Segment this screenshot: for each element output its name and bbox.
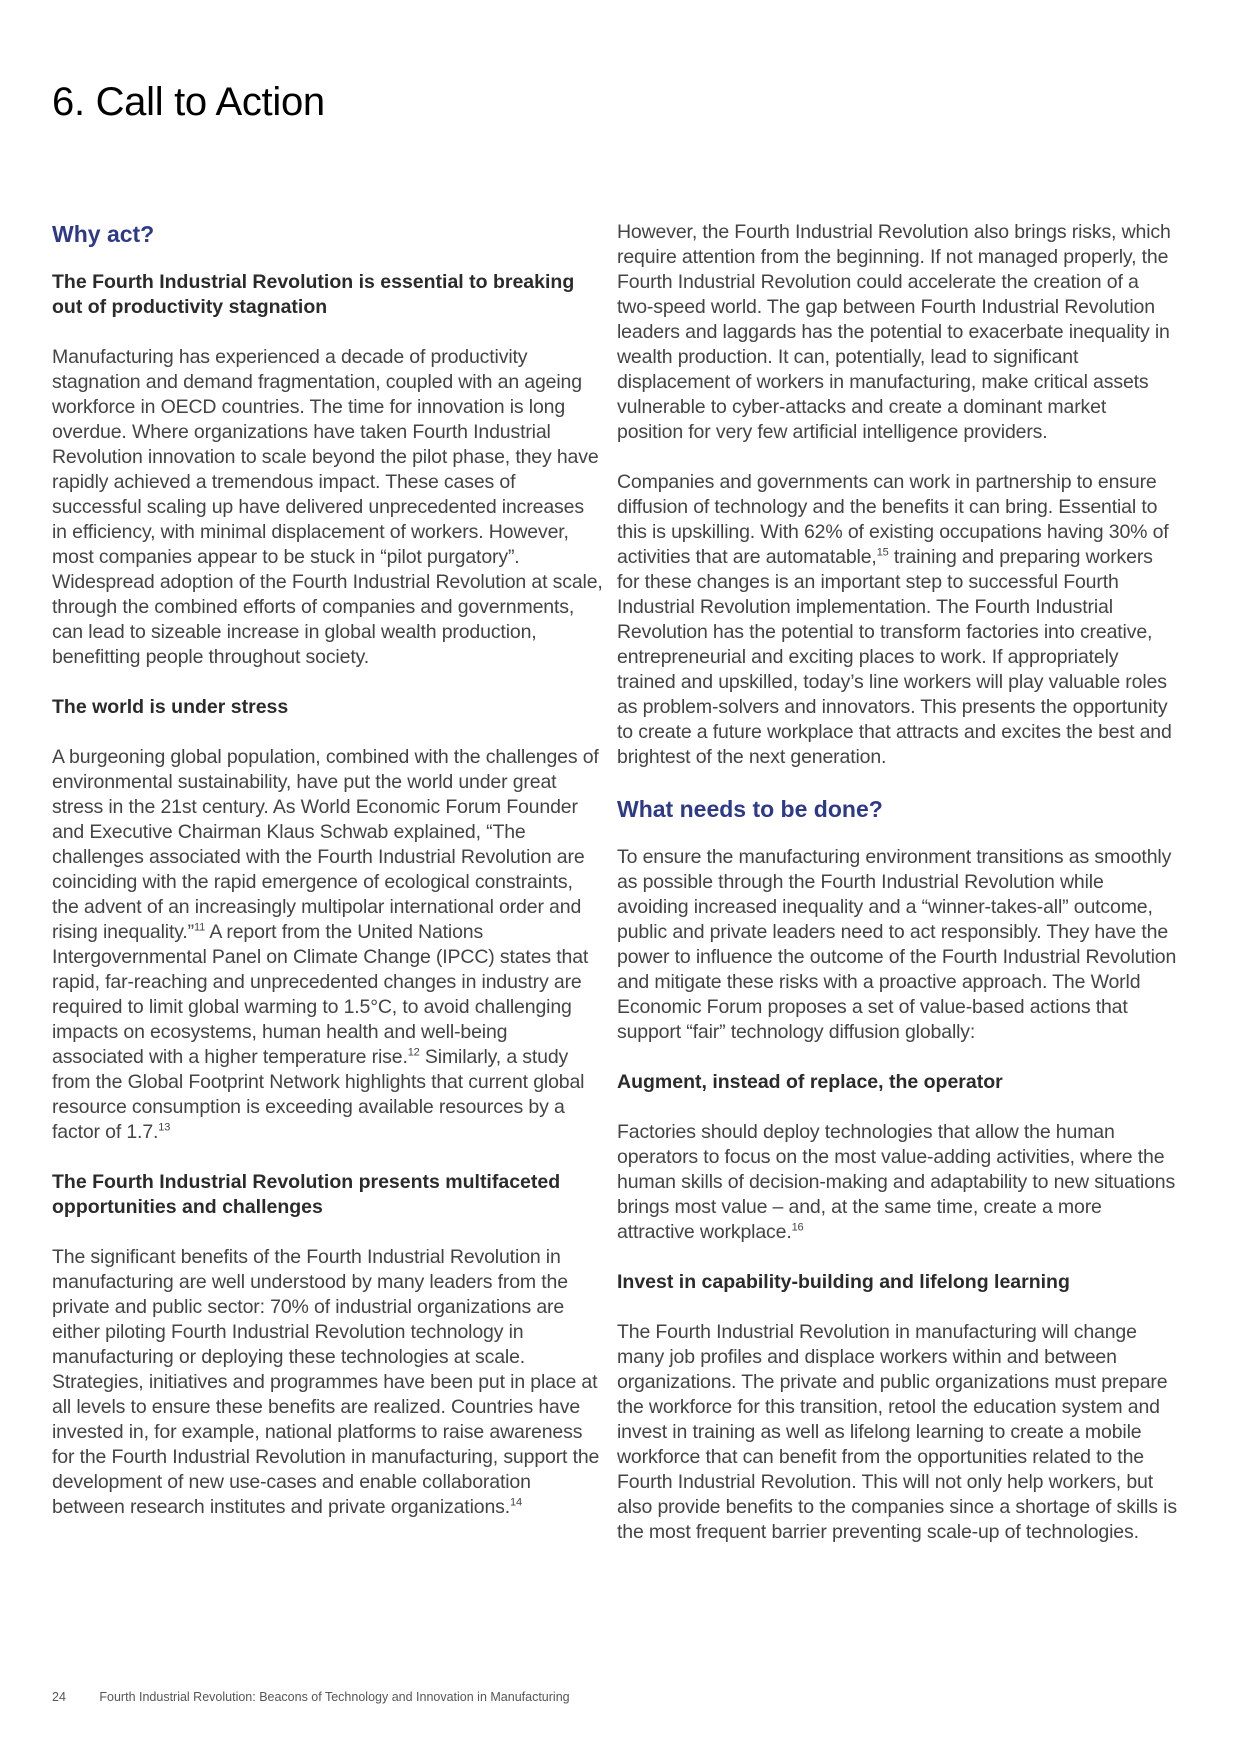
paragraph bbox=[52, 745, 604, 1145]
paragraph: The Fourth Industrial Revolution in manufacturing will change many job profiles and displace workers within and between organizations. The private and public organizations must prepare the workforce for this transition, retool the education system and invest in training as well as lifelong learning to create a mobile workforce that can benefit from the opportunities related to the Fourth Industrial Revolution. This will not only help workers, but also provide benefits to the companies since a shortage of skills is the most frequent barrier preventing scale-up of technologies. bbox=[617, 1321, 1177, 1543]
subheading: Invest in capability-building and lifelong learning bbox=[617, 1271, 1070, 1293]
paragraph bbox=[617, 1120, 1177, 1245]
subheading: Augment, instead of replace, the operator bbox=[617, 1071, 1003, 1093]
subheading: The world is under stress bbox=[52, 696, 289, 718]
text: Factories should deploy technologies that allow the human operators to focus on the most value-adding activities, where the human skills of decision-making and adaptability to new situations brings most value – and, at the same time, create a more attractive workplace. bbox=[617, 1121, 1176, 1243]
footnote-ref: 14 bbox=[510, 1496, 522, 1509]
publication-title: Fourth Industrial Revolution: Beacons of Technology and Innovation in Manufacturing bbox=[99, 1690, 570, 1704]
footnote-ref: 16 bbox=[791, 1221, 804, 1234]
paragraph bbox=[52, 1245, 604, 1520]
text: The significant benefits of the Fourth Industrial Revolution in manufacturing are well understood by many leaders from the private and public sector: 70% of industrial organizations are either piloting Fourth Industrial Revolution technology in manufacturing or deploying these technologies at scale. Strategies, initiatives and programmes have been put in place at all levels to ensure these benefits are realized. Countries have invested in, for example, national platforms to raise awareness for the Fourth Industrial Revolution in manufacturing, support the development of new use-cases and enable collaboration between research institutes and private organizations. bbox=[52, 1246, 600, 1518]
text: A burgeoning global population, combined with the challenges of environmental sustainability, have put the world under great stress in the 21st century. As World Economic Forum Founder and Executive Chairman Klaus Schwab explained, “The challenges associated with the Fourth Industrial Revolution are coinciding with the rapid emergence of ecological constraints, the advent of an increasingly multipolar international order and rising inequality.” bbox=[52, 746, 599, 943]
section-heading-why-act: Why act? bbox=[52, 221, 155, 247]
page-footer bbox=[52, 1690, 600, 1704]
footnote-ref: 15 bbox=[876, 546, 889, 559]
text: Companies and governments can work in partnership to ensure diffusion of technology and the benefits it can bring. Essential to this is upskilling. With 62% of existing occupations having 30% of activities that are automatable, bbox=[617, 471, 1169, 568]
footnote-ref: 12 bbox=[407, 1046, 420, 1059]
text: Similarly, a study from the Global Footprint Network highlights that current global resource consumption is exceeding available resources by a factor of 1.7. bbox=[52, 1046, 585, 1143]
paragraph: Manufacturing has experienced a decade of productivity stagnation and demand fragmentation, coupled with an ageing workforce in OECD countries. The time for innovation is long overdue. Where organizations have taken Fourth Industrial Revolution innovation to scale beyond the pilot phase, they have rapidly achieved a tremendous impact. These cases of successful scaling up have delivered unprecedented increases in efficiency, with minimal displacement of workers. However, most companies appear to be stuck in “pilot purgatory”. Widespread adoption of the Fourth Industrial Revolution at scale, through the combined efforts of companies and governments, can lead to sizeable increase in global wealth production, benefitting people throughout society. bbox=[52, 346, 603, 668]
right-column bbox=[617, 220, 1177, 1570]
page-title: 6. Call to Action bbox=[52, 80, 325, 124]
text: A report from the United Nations Intergovernmental Panel on Climate Change (IPCC) states that rapid, far-reaching and unprecedented changes in industry are required to limit global warming to 1.5°C, to avoid challenging impacts on ecosystems, human health and well-being associated with a higher temperature rise. bbox=[52, 921, 589, 1068]
page-number: 24 bbox=[52, 1690, 66, 1704]
paragraph: To ensure the manufacturing environment transitions as smoothly as possible through the Fourth Industrial Revolution while avoiding increased inequality and a “winner-takes-all” outcome, public and private leaders need to act responsibly. They have the power to influence the outcome of the Fourth Industrial Revolution and mitigate these risks with a proactive approach. The World Economic Forum proposes a set of value-based actions that support “fair” technology diffusion globally: bbox=[617, 846, 1177, 1043]
subheading: The Fourth Industrial Revolution presents multifaceted opportunities and challenges bbox=[52, 1171, 561, 1218]
section-heading-what-needs-to-be-done: What needs to be done? bbox=[617, 796, 883, 822]
text: training and preparing workers for these changes is an important step to successful Fourth Industrial Revolution implementation. The Fourth Industrial Revolution has the potential to transform factories into creative, entrepreneurial and exciting places to work. If appropriately trained and upskilled, today’s line workers will play valuable roles as problem-solvers and innovators. This presents the opportunity to create a future workplace that attracts and excites the best and brightest of the next generation. bbox=[617, 546, 1172, 768]
footnote-ref: 13 bbox=[158, 1121, 171, 1134]
left-column bbox=[52, 220, 604, 1545]
footnote-ref: 11 bbox=[194, 921, 206, 934]
subheading: The Fourth Industrial Revolution is essential to breaking out of productivity stagnation bbox=[52, 271, 575, 318]
paragraph: However, the Fourth Industrial Revolution also brings risks, which require attention from the beginning. If not managed properly, the Fourth Industrial Revolution could accelerate the creation of a two-speed world. The gap between Fourth Industrial Revolution leaders and laggards has the potential to exacerbate inequality in wealth production. It can, potentially, lead to significant displacement of workers in manufacturing, make critical assets vulnerable to cyber-attacks and create a dominant market position for very few artificial intelligence providers. bbox=[617, 221, 1171, 443]
paragraph bbox=[617, 470, 1177, 770]
